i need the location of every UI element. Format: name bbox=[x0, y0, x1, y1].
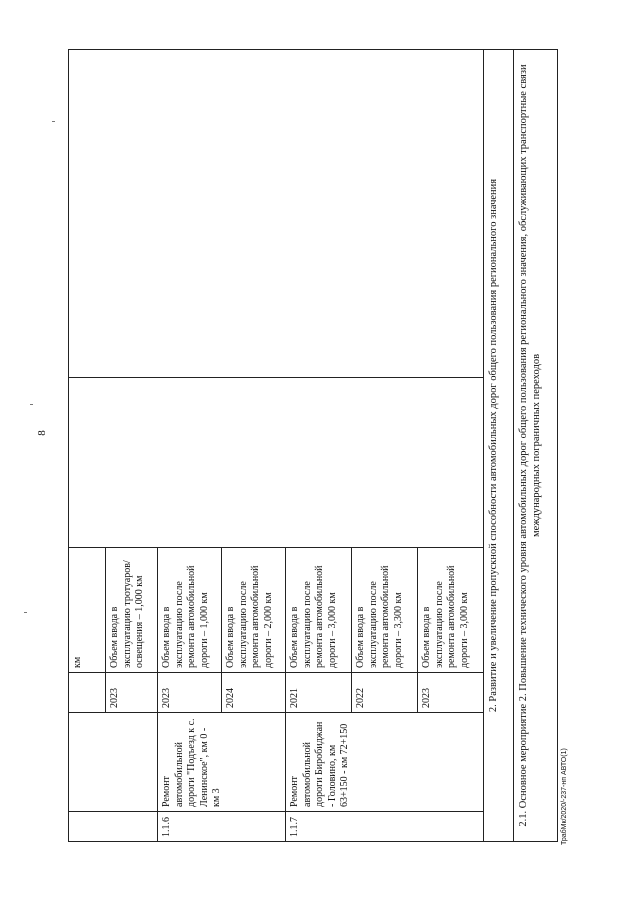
cell-indicator: Объем ввода в эксплуатацию после ремонта автомобильной дороги – 3,000 км bbox=[418, 548, 484, 673]
cell-year: 2023 bbox=[106, 673, 158, 713]
cell-indicator: Объем ввода в эксплуатацию после ремонта автомобильной дороги – 1,000 км bbox=[158, 548, 222, 673]
cell-indicator: Объем ввода в эксплуатацию после ремонта автомобильной дороги – 3,300 км bbox=[352, 548, 418, 673]
rotated-table-region bbox=[68, 50, 558, 842]
scan-mark bbox=[30, 404, 33, 405]
subsection-header: 2.1. Основное мероприятие 2. Повышение технического уровня автомобильных дорог общего пользования регионального значения, обслуживающих транспортные связи международных пограничных переходов bbox=[514, 50, 558, 842]
cell-year: 2023 bbox=[418, 673, 484, 713]
cell-indicator: Объем ввода в эксплуатацию тротуаров/освещения – 1,000 км bbox=[106, 548, 158, 673]
section-header-row bbox=[484, 50, 514, 842]
subsection-header-row bbox=[514, 50, 558, 842]
cell-year: 2021 bbox=[286, 673, 352, 713]
cell-name bbox=[69, 713, 158, 812]
table-row bbox=[69, 50, 106, 842]
scan-mark bbox=[24, 612, 27, 613]
cell-num: 1.1.6 bbox=[158, 812, 286, 842]
cell-empty-col6 bbox=[69, 50, 484, 378]
cell-name: Ремонт автомобильной дороги "Подъезд к с. Ленинское", км 0 - км 3 bbox=[158, 713, 286, 812]
scan-mark bbox=[52, 121, 55, 122]
cell-num bbox=[69, 812, 158, 842]
section-header: 2. Развитие и увеличение пропускной способности автомобильных дорог общего пользования регионального значения bbox=[484, 50, 514, 842]
cell-year: 2022 bbox=[352, 673, 418, 713]
program-table bbox=[68, 49, 558, 842]
cell-num: 1.1.7 bbox=[286, 812, 484, 842]
cell-year: 2023 bbox=[158, 673, 222, 713]
cell-year bbox=[69, 673, 106, 713]
cell-indicator: Объем ввода в эксплуатацию после ремонта автомобильной дороги – 2,000 км bbox=[222, 548, 286, 673]
cell-name: Ремонт автомобильной дороги Биробиджан - Головино, км 63+150 - км 72+150 bbox=[286, 713, 484, 812]
cell-indicator: Объем ввода в эксплуатацию после ремонта автомобильной дороги – 3,000 км bbox=[286, 548, 352, 673]
cell-indicator: км bbox=[69, 548, 106, 673]
page-number: 8 bbox=[35, 430, 48, 436]
document-reference: ТрабМк/2020/-237-нп АВТО(1) bbox=[561, 748, 568, 845]
cell-empty-col5 bbox=[69, 378, 484, 548]
cell-year: 2024 bbox=[222, 673, 286, 713]
